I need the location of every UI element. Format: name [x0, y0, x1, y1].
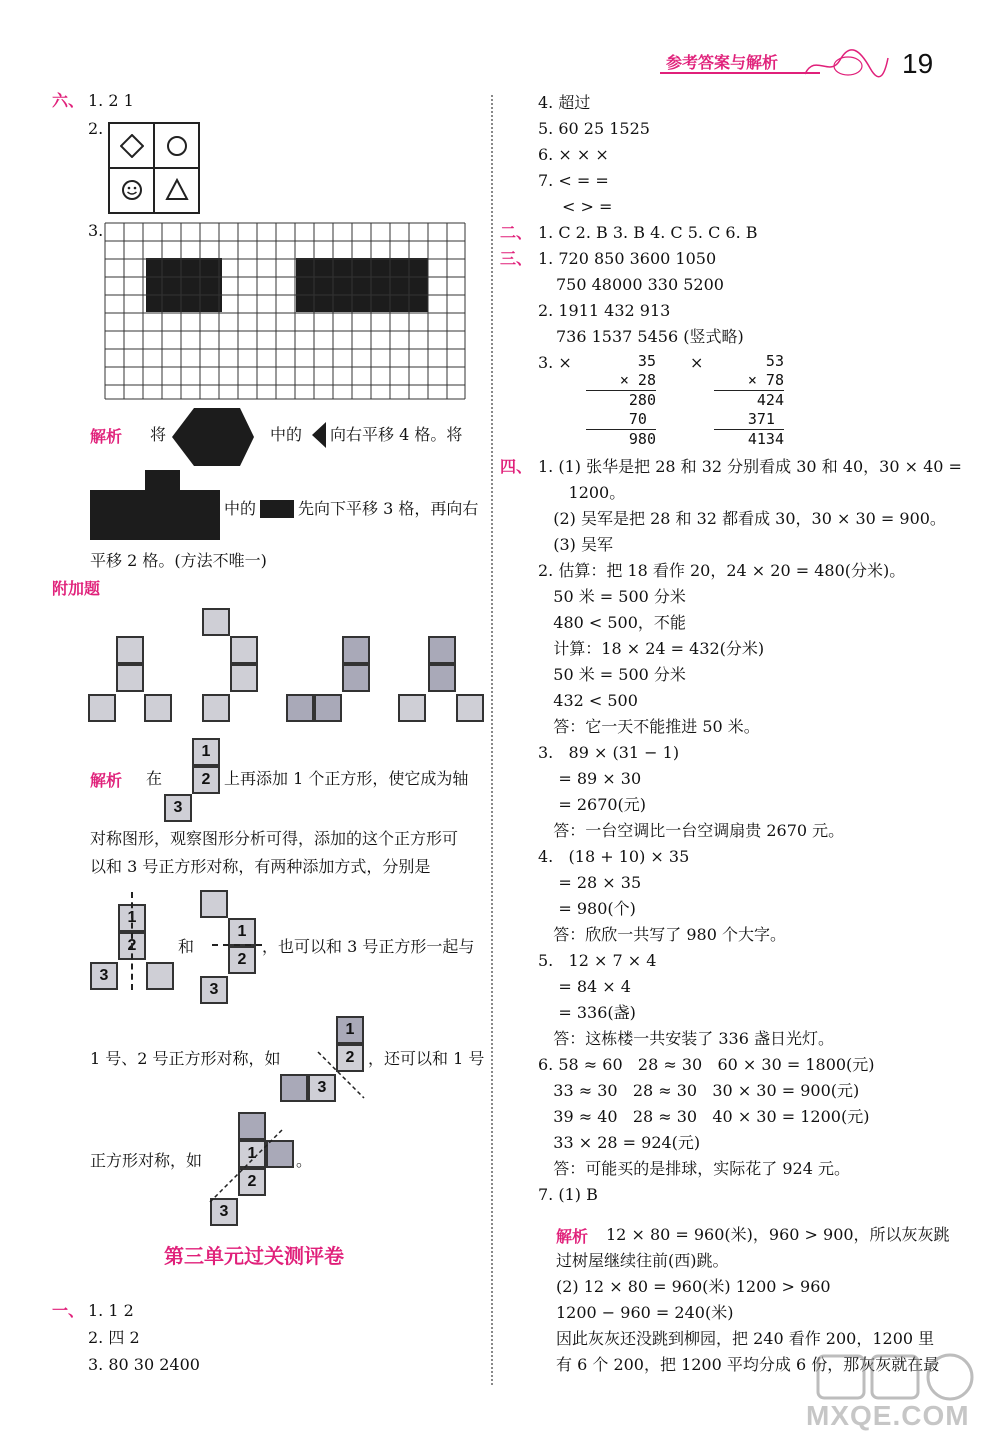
s4-line: 33 ≈ 30 28 ≈ 30 30 × 30 = 900(元): [538, 1081, 860, 1100]
analysis-1-text-5: 先向下平移 3 格，再向右: [298, 499, 479, 518]
s4-line: 50 米 = 500 分米: [538, 665, 686, 684]
diamond-icon: [120, 134, 144, 158]
s4-line: 计算：18 × 24 = 432(分米): [538, 639, 765, 658]
vertical-calc-1: 35 × 28 280 70 980: [586, 352, 656, 449]
watermark-text: MXQE.COM: [806, 1400, 970, 1431]
s3-answer-1b: 750 48000 330 5200: [556, 275, 724, 294]
header-swirl-decoration: [800, 48, 890, 80]
s4-line: 480 < 500，不能: [538, 613, 686, 632]
r-answer-7a: 7. < = =: [538, 171, 609, 190]
vertical-calc-2: 53 × 78 424 371 4134: [714, 352, 784, 449]
s4-line: 6. 58 ≈ 60 28 ≈ 30 60 × 30 = 1800(元): [538, 1055, 875, 1074]
analysis-1-text-2: 中的: [270, 425, 303, 444]
analysis-3-lines: 过树屋继续往前(西)跳。 (2) 12 × 80 = 960(米) 1200 > 960 1200 − 960 = 240(米) 因此灰灰还没跳到柳园，把 240 看作 200，1200 里 有 6 个 200，把 1200 平均分成 6 份，那灰灰就在最: [556, 1251, 940, 1374]
s4-line: 39 ≈ 40 28 ≈ 30 40 × 30 = 1200(元): [538, 1107, 870, 1126]
analysis-1-text-1: 将: [150, 425, 167, 444]
s3-answer-3: 3. ×: [538, 353, 572, 372]
analysis-2-text-7: 1 号、2 号正方形对称，如: [90, 1049, 281, 1068]
s4-line: 7. (1) B: [538, 1185, 598, 1204]
arrow-shape-figure: [172, 408, 264, 466]
analysis-2-text-10: 。: [296, 1151, 313, 1170]
s4-line: 答：它一天不能推进 50 米。: [538, 717, 760, 736]
header-underline: [660, 72, 820, 74]
translation-grid: [104, 222, 466, 400]
s4-label: 四、: [500, 457, 533, 476]
analysis-2-text-6: ，也可以和 3 号正方形一起与: [262, 937, 475, 956]
s3-answer-3-mark: ×: [690, 353, 704, 372]
q6-answer-1: 1. 2 1: [88, 91, 134, 110]
watermark-logo: [800, 1352, 990, 1432]
s4-line: = 2670(元): [538, 795, 647, 814]
analysis-2-text-2: 上再添加 1 个正方形，使它成为轴: [224, 769, 469, 788]
rect-small-figure: [260, 500, 294, 518]
analysis-2-text-8: ，还可以和 1 号: [368, 1049, 485, 1068]
s1-answer-1: 1. 1 2: [88, 1301, 134, 1320]
analysis-1-text-4: 中的: [224, 499, 257, 518]
triangle-icon: [165, 178, 189, 202]
s4-line: (3) 吴军: [538, 535, 614, 554]
s4-line: 33 × 28 = 924(元): [538, 1133, 701, 1152]
column-divider: [491, 95, 493, 1385]
analysis-3-text-1: 12 × 80 = 960(米)，960 > 900，所以灰灰跳: [606, 1225, 950, 1244]
page-header: [640, 44, 960, 84]
s4-answers: [538, 454, 978, 1208]
s4-line: 1. (1) 张华是把 28 和 32 分别看成 30 和 40，30 × 40 =: [538, 457, 962, 476]
s2-answers: 1. C 2. B 3. B 4. C 5. C 6. B: [538, 223, 758, 242]
s4-line: = 89 × 30: [538, 769, 642, 788]
analysis-label-1: 解析: [90, 427, 123, 446]
header-title: 参考答案与解析: [666, 53, 779, 72]
s3-label: 三、: [500, 249, 533, 268]
s1-answer-2: 2. 四 2: [88, 1328, 140, 1347]
smiley-icon: [120, 178, 144, 202]
s2-label: 二、: [500, 223, 533, 242]
s3-answer-1a: 1. 720 850 3600 1050: [538, 249, 717, 268]
s4-line: = 84 × 4: [538, 977, 631, 996]
analysis-2-text-4: 以和 3 号正方形对称，有两种添加方式，分别是: [90, 857, 431, 876]
analysis-2-text-3: 对称图形，观察图形分析可得，添加的这个正方形可: [90, 829, 459, 848]
analysis-label-2: 解析: [90, 771, 123, 790]
bonus-title: 附加题: [52, 579, 101, 598]
s4-line: 5. 12 × 7 × 4: [538, 951, 657, 970]
r-answer-6: 6. × × ×: [538, 145, 609, 164]
analysis-2-text-5: 和: [178, 937, 195, 956]
page-number: 19: [902, 48, 934, 79]
section-title: 第三单元过关测评卷: [164, 1244, 344, 1268]
analysis-2-text-1: 在: [146, 769, 163, 788]
s1-answer-3: 3. 80 30 2400: [88, 1355, 200, 1374]
s4-line: 答：欣欣一共写了 980 个大字。: [538, 925, 786, 944]
analysis-2-text-9: 正方形对称，如: [90, 1151, 203, 1170]
analysis-1-text-6: 平移 2 格。(方法不唯一): [90, 551, 267, 570]
circle-icon: [165, 134, 189, 158]
q6-label: 六、: [52, 91, 85, 110]
s4-line: = 336(盏): [538, 1003, 636, 1022]
shape-grid: [108, 122, 200, 214]
s4-line: 1200。: [538, 483, 626, 502]
s4-line: 答：可能买的是排球，实际花了 924 元。: [538, 1159, 850, 1178]
analysis-1-text-3: 向右平移 4 格。将: [330, 425, 463, 444]
s1-label: 一、: [52, 1301, 85, 1320]
q6-answer-3-label: 3.: [88, 221, 104, 240]
q6-answer-2-label: 2.: [88, 119, 104, 138]
s4-line: = 980(个): [538, 899, 636, 918]
s4-line: 4. (18 + 10) × 35: [538, 847, 690, 866]
s4-line: 2. 估算：把 18 看作 20，24 × 20 = 480(分米)。: [538, 561, 906, 580]
s4-line: 432 < 500: [538, 691, 638, 710]
s4-line: 50 米 = 500 分米: [538, 587, 686, 606]
cross-shape-figure: [90, 470, 220, 540]
analysis-label-3: 解析: [556, 1227, 589, 1246]
s4-line: = 28 × 35: [538, 873, 642, 892]
r-answer-5: 5. 60 25 1525: [538, 119, 650, 138]
s3-answer-2a: 2. 1911 432 913: [538, 301, 671, 320]
r-answer-7b: < > =: [562, 197, 613, 216]
s4-line: 答：这栋楼一共安装了 336 盏日光灯。: [538, 1029, 834, 1048]
arrow-small-figure: [312, 422, 326, 448]
s4-line: (2) 吴军是把 28 和 32 都看成 30，30 × 30 = 900。: [538, 509, 946, 528]
r-answer-4: 4. 超过: [538, 93, 591, 112]
s4-line: 答：一台空调比一台空调扇贵 2670 元。: [538, 821, 845, 840]
s4-line: 3. 89 × (31 − 1): [538, 743, 680, 762]
s3-answer-2b: 736 1537 5456 (竖式略): [556, 327, 744, 346]
